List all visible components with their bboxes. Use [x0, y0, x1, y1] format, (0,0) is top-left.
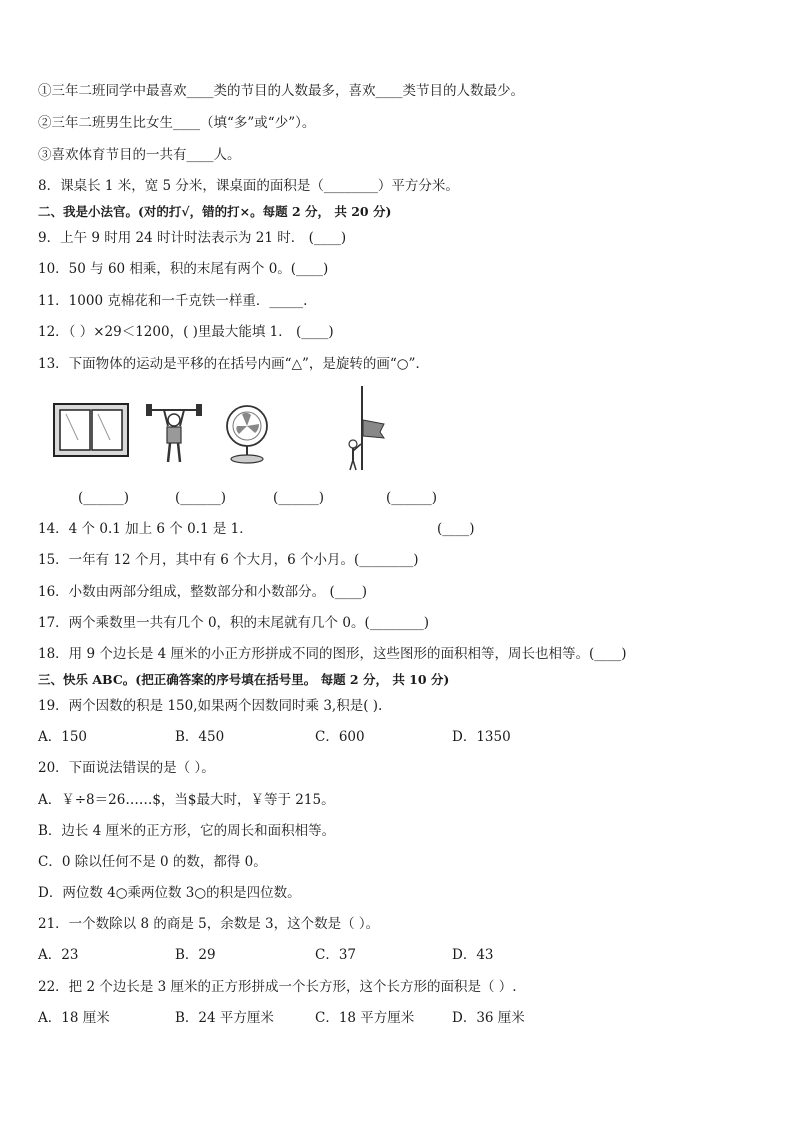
- q22-option-b: B．24 平方厘米: [175, 1010, 274, 1026]
- q19-option-d: D．1350: [452, 729, 511, 745]
- q20-option-b: B．边长 4 厘米的正方形，它的周长和面积相等。: [38, 823, 336, 839]
- section-3-heading: 三、快乐 ABC。(把正确答案的序号填在括号里。 每题 2 分， 共 10 分): [38, 672, 450, 687]
- q20-option-c: C．0 除以任何不是 0 的数，都得 0。: [38, 854, 267, 870]
- q21-option-b: B．29: [175, 947, 216, 963]
- question-22: 22．把 2 个边长是 3 厘米的正方形拼成一个长方形，这个长方形的面积是（ ）.: [38, 979, 517, 995]
- stat-question-1: ①三年二班同学中最喜欢____类的节目的人数最多，喜欢____类节目的人数最少。: [38, 83, 524, 99]
- answer-blank-window[interactable]: (______): [78, 490, 130, 506]
- q20-option-a: A．￥÷8＝26……$，当$最大时，￥等于 215。: [38, 792, 335, 808]
- question-8: 8．课桌长 1 米，宽 5 分米，课桌面的面积是（________）平方分米。: [38, 178, 459, 194]
- stat-question-2: ②三年二班男生比女生____（填“多”或“少”）。: [38, 115, 316, 131]
- question-12: 12．（ ）×29＜1200，( )里最大能填 1． (____): [38, 324, 334, 340]
- question-18: 18．用 9 个边长是 4 厘米的小正方形拼成不同的图形，这些图形的面积相等，周长也相等。(____): [38, 646, 627, 662]
- question-19: 19．两个因数的积是 150,如果两个因数同时乘 3,积是( ).: [38, 698, 383, 714]
- question-13: 13．下面物体的运动是平移的在括号内画“△”，是旋转的画“○”．: [38, 356, 429, 372]
- q19-option-a: A．150: [38, 729, 88, 745]
- question-20: 20．下面说法错误的是（ ）。: [38, 760, 215, 776]
- question-21: 21．一个数除以 8 的商是 5，余数是 3，这个数是（ ）。: [38, 916, 380, 932]
- q22-option-a: A．18 厘米: [38, 1010, 110, 1026]
- window-picture: [52, 400, 132, 460]
- answer-blank-fan[interactable]: (______): [273, 490, 325, 506]
- stat-question-3: ③喜欢体育节目的一共有____人。: [38, 147, 241, 163]
- question-11: 11．1000 克棉花和一千克铁一样重．_____.: [38, 293, 308, 309]
- q21-option-a: A．23: [38, 947, 79, 963]
- answer-blank-weightlifter[interactable]: (______): [175, 490, 227, 506]
- q22-option-c: C．18 平方厘米: [315, 1010, 415, 1026]
- answer-blank-flagpole[interactable]: (______): [386, 490, 438, 506]
- section-2-heading: 二、我是小法官。(对的打√，错的打×。每题 2 分， 共 20 分): [38, 204, 392, 219]
- fan-picture: [222, 402, 272, 466]
- q20-option-d: D．两位数 4○乘两位数 3○的积是四位数。: [38, 885, 301, 901]
- q19-option-c: C．600: [315, 729, 365, 745]
- question-14-blank[interactable]: (____): [437, 521, 475, 537]
- question-14: 14．4 个 0.1 加上 6 个 0.1 是 1．: [38, 521, 253, 537]
- q22-option-d: D．36 厘米: [452, 1010, 525, 1026]
- question-15: 15．一年有 12 个月，其中有 6 个大月，6 个小月。(________): [38, 552, 419, 568]
- q21-option-c: C．37: [315, 947, 357, 963]
- question-10: 10．50 与 60 相乘，积的末尾有两个 0。(____): [38, 261, 329, 277]
- question-17: 17．两个乘数里一共有几个 0，积的末尾就有几个 0。(________): [38, 615, 429, 631]
- question-9: 9．上午 9 时用 24 时计时法表示为 21 时． (____): [38, 230, 347, 246]
- weightlifter-picture: [142, 398, 206, 466]
- q19-option-b: B．450: [175, 729, 225, 745]
- question-16: 16．小数由两部分组成，整数部分和小数部分。 (____): [38, 584, 368, 600]
- q21-option-d: D．43: [452, 947, 494, 963]
- flagpole-picture: [340, 384, 390, 472]
